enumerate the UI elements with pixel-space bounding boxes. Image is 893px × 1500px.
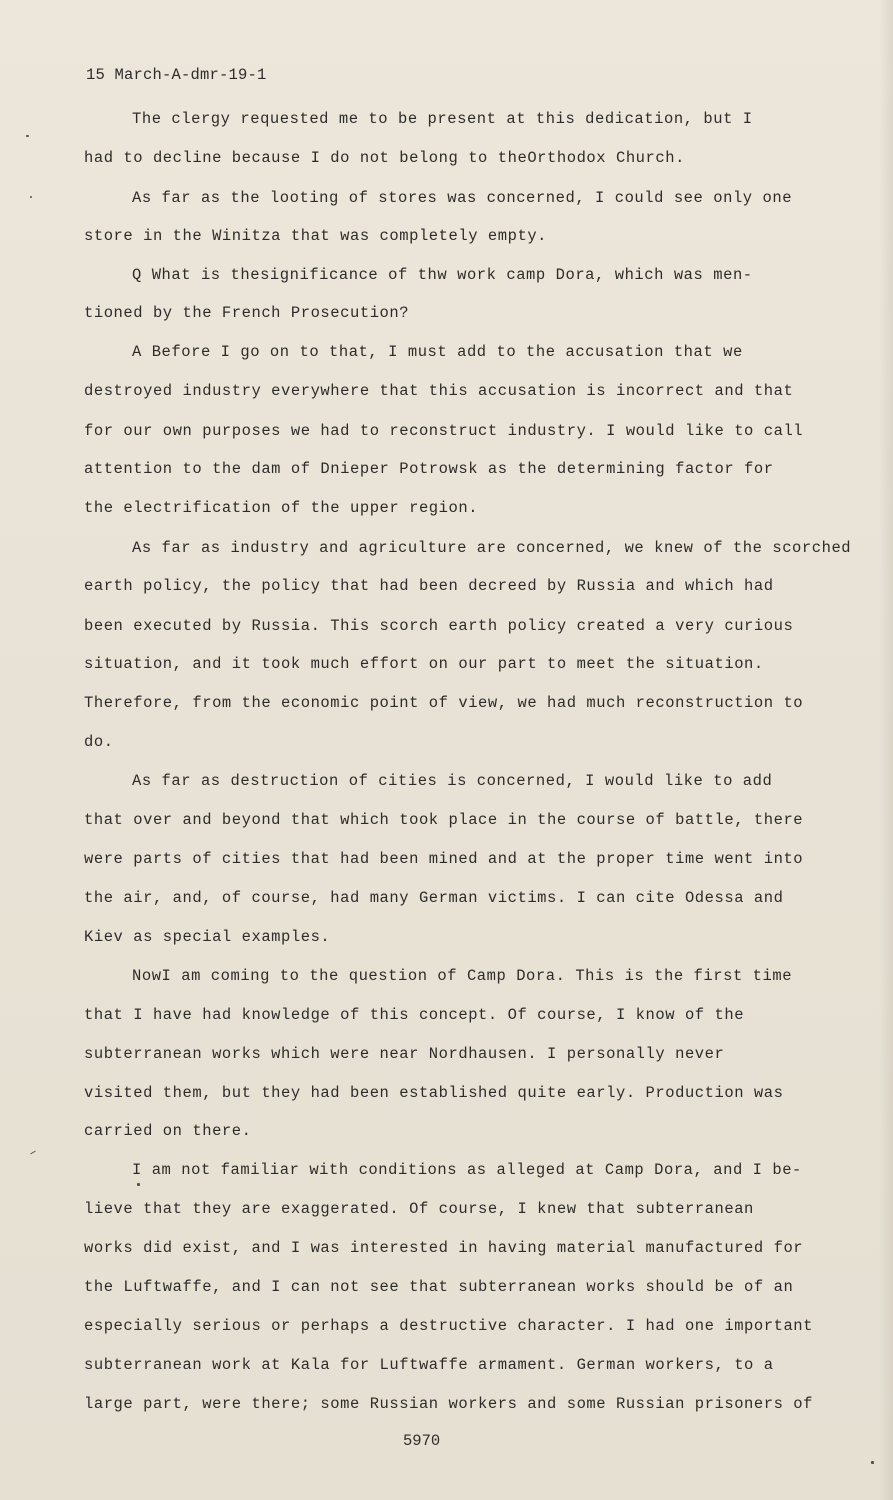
text-line: destroyed industry everywhere that this accusation is incorrect and that <box>84 382 794 400</box>
text-line: works did exist, and I was interested in having material manufactured for <box>84 1239 804 1257</box>
text-line: tioned by the French Prosecution? <box>84 304 410 322</box>
text-line: I am not familiar with conditions as alleged at Camp Dora, and I be- <box>132 1161 802 1179</box>
text-line: store in the Winitza that was completely empty. <box>84 227 548 245</box>
text-line: Therefore, from the economic point of view, we had much reconstruction to <box>84 694 804 712</box>
text-line: As far as industry and agriculture are concerned, we knew of the scorched <box>132 539 852 557</box>
text-line: subterranean work at Kala for Luftwaffe armament. German workers, to a <box>84 1356 774 1374</box>
text-line: carried on there. <box>84 1122 252 1140</box>
text-line: The clergy requested me to be present at this dedication, but I <box>132 110 753 128</box>
paper-speck <box>26 135 29 137</box>
page-number: 5970 <box>403 1432 441 1450</box>
text-line: NowI am coming to the question of Camp Dora. This is the first time <box>132 967 793 985</box>
text-line: Kiev as special examples. <box>84 928 331 946</box>
text-line: attention to the dam of Dnieper Potrowsk as the determining factor for <box>84 460 774 478</box>
text-line: been executed by Russia. This scorch earth policy created a very curious <box>84 617 794 635</box>
document-header: 15 March-A-dmr-19-1 <box>86 66 267 84</box>
text-line: subterranean works which were near Nordhausen. I personally never <box>84 1045 725 1063</box>
text-line: that over and beyond that which took place in the course of battle, there <box>84 811 804 829</box>
text-line: Q What is thesignificance of thw work camp Dora, which was men- <box>132 266 753 284</box>
text-line: As far as the looting of stores was concerned, I could see only one <box>132 189 793 207</box>
paper-speck <box>30 1151 36 1155</box>
text-line: for our own purposes we had to reconstruct industry. I would like to call <box>84 422 804 440</box>
text-line: the air, and, of course, had many German victims. I can cite Odessa and <box>84 889 784 907</box>
text-line: large part, were there; some Russian workers and some Russian prisoners of <box>84 1395 814 1413</box>
text-line: earth policy, the policy that had been decreed by Russia and which had <box>84 577 774 595</box>
text-line: the Luftwaffe, and I can not see that subterranean works should be of an <box>84 1278 794 1296</box>
text-line: that I have had knowledge of this concept. Of course, I know of the <box>84 1006 745 1024</box>
text-line: A Before I go on to that, I must add to the accusation that we <box>132 343 743 361</box>
paper-speck <box>30 196 32 198</box>
text-line: especially serious or perhaps a destructive character. I had one important <box>84 1317 814 1335</box>
paper-speck <box>137 1183 140 1186</box>
text-line: had to decline because I do not belong to theOrthodox Church. <box>84 149 685 167</box>
text-line: the electrification of the upper region. <box>84 499 479 517</box>
page-edge-shadow <box>879 0 893 1500</box>
text-line: do. <box>84 733 114 751</box>
paper-speck <box>871 1461 874 1464</box>
text-line: lieve that they are exaggerated. Of course, I knew that subterranean <box>84 1200 754 1218</box>
text-line: visited them, but they had been established quite early. Production was <box>84 1084 784 1102</box>
text-line: situation, and it took much effort on our part to meet the situation. <box>84 655 764 673</box>
text-line: As far as destruction of cities is concerned, I would like to add <box>132 772 773 790</box>
text-line: were parts of cities that had been mined and at the proper time went into <box>84 850 804 868</box>
